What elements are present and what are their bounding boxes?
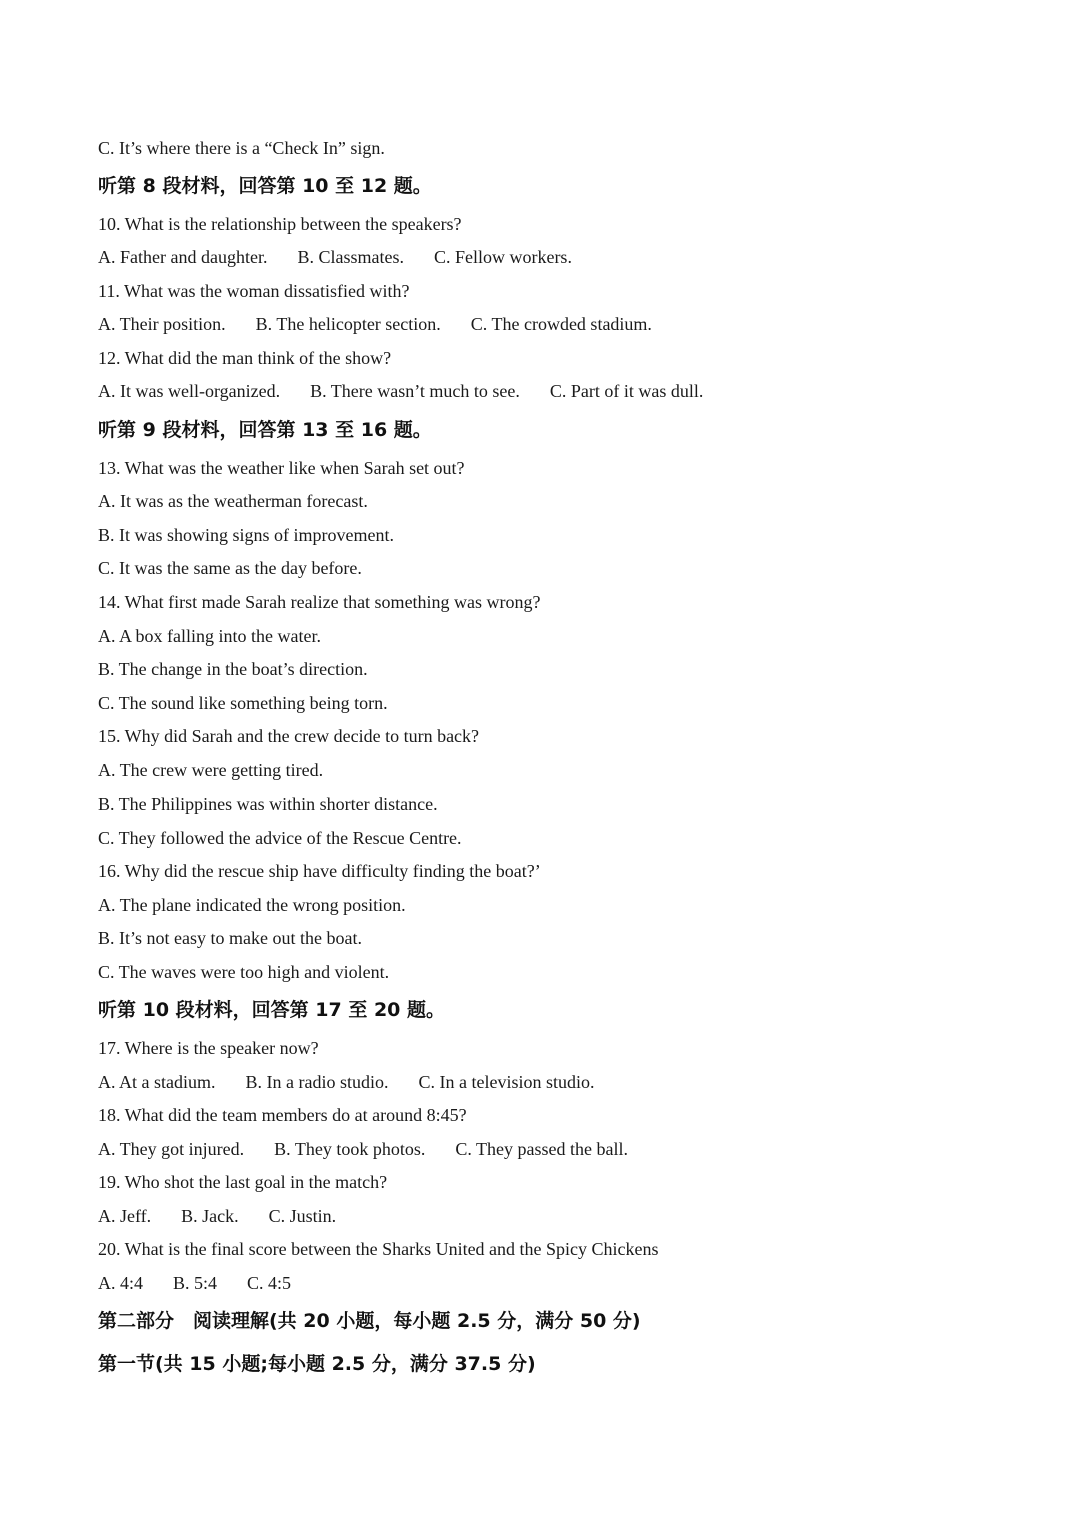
section-header: 第一节(共 15 小题;每小题 2.5 分，满分 37.5 分)	[98, 1353, 536, 1375]
options-line	[98, 246, 572, 268]
option-c: C. They passed the ball.	[455, 1139, 628, 1159]
question-line: 12. What did the man think of the show?	[98, 348, 392, 368]
option-a: A. Father and daughter.	[98, 247, 268, 267]
options-line	[98, 1205, 336, 1227]
option-a: A. Their position.	[98, 314, 226, 334]
question-line: 19. Who shot the last goal in the match?	[98, 1172, 388, 1192]
question-line: 10. What is the relationship between the speakers?	[98, 214, 462, 234]
option-line: B. It was showing signs of improvement.	[98, 525, 394, 545]
option-b: B. Classmates.	[297, 247, 404, 267]
question-line: 20. What is the final score between the Sharks United and the Spicy Chickens	[98, 1239, 659, 1259]
option-line: C. The waves were too high and violent.	[98, 962, 390, 982]
section-header: 听第 10 段材料，回答第 17 至 20 题。	[98, 999, 446, 1021]
option-b: B. 5:4	[173, 1273, 218, 1293]
option-b: B. They took photos.	[274, 1139, 426, 1159]
option-line: C. The sound like something being torn.	[98, 693, 388, 713]
part-header: 第二部分 阅读理解(共 20 小题，每小题 2.5 分，满分 50 分)	[98, 1310, 641, 1332]
option-line: A. It was as the weatherman forecast.	[98, 491, 368, 511]
options-line	[98, 380, 703, 402]
option-a: A. It was well-organized.	[98, 381, 281, 401]
question-line: 14. What first made Sarah realize that something was wrong?	[98, 592, 541, 612]
question-line: 15. Why did Sarah and the crew decide to turn back?	[98, 726, 480, 746]
option-a: A. They got injured.	[98, 1139, 245, 1159]
option-c: C. Fellow workers.	[433, 247, 572, 267]
option-b: B. In a radio studio.	[245, 1072, 389, 1092]
option-line: A. The crew were getting tired.	[98, 760, 324, 780]
option-line: C. It’s where there is a “Check In” sign.	[98, 138, 385, 158]
options-line	[98, 1071, 594, 1093]
option-a: A. At a stadium.	[98, 1072, 216, 1092]
question-line: 17. Where is the speaker now?	[98, 1038, 319, 1058]
option-c: C. The crowded stadium.	[470, 314, 652, 334]
question-line: 11. What was the woman dissatisfied with?	[98, 281, 410, 301]
option-line: C. They followed the advice of the Rescue Centre.	[98, 828, 462, 848]
question-line: 16. Why did the rescue ship have difficulty finding the boat?’	[98, 861, 541, 881]
options-line	[98, 1272, 291, 1294]
section-header: 听第 8 段材料，回答第 10 至 12 题。	[98, 175, 432, 197]
options-line	[98, 1138, 628, 1160]
option-a: A. Jeff.	[98, 1206, 152, 1226]
option-c: C. In a television studio.	[418, 1072, 595, 1092]
option-line: B. The Philippines was within shorter distance.	[98, 794, 438, 814]
section-header: 听第 9 段材料，回答第 13 至 16 题。	[98, 419, 432, 441]
option-line: A. The plane indicated the wrong position.	[98, 895, 406, 915]
options-line	[98, 313, 652, 335]
option-b: B. Jack.	[181, 1206, 239, 1226]
option-line: B. The change in the boat’s direction.	[98, 659, 368, 679]
option-a: A. 4:4	[98, 1273, 143, 1293]
question-line: 13. What was the weather like when Sarah set out?	[98, 458, 465, 478]
option-line: C. It was the same as the day before.	[98, 558, 362, 578]
option-line: A. A box falling into the water.	[98, 626, 321, 646]
option-c: C. 4:5	[247, 1273, 292, 1293]
option-b: B. The helicopter section.	[255, 314, 441, 334]
option-c: C. Part of it was dull.	[549, 381, 704, 401]
option-b: B. There wasn’t much to see.	[310, 381, 520, 401]
option-line: B. It’s not easy to make out the boat.	[98, 928, 362, 948]
option-c: C. Justin.	[268, 1206, 337, 1226]
question-line: 18. What did the team members do at around 8:45?	[98, 1105, 467, 1125]
